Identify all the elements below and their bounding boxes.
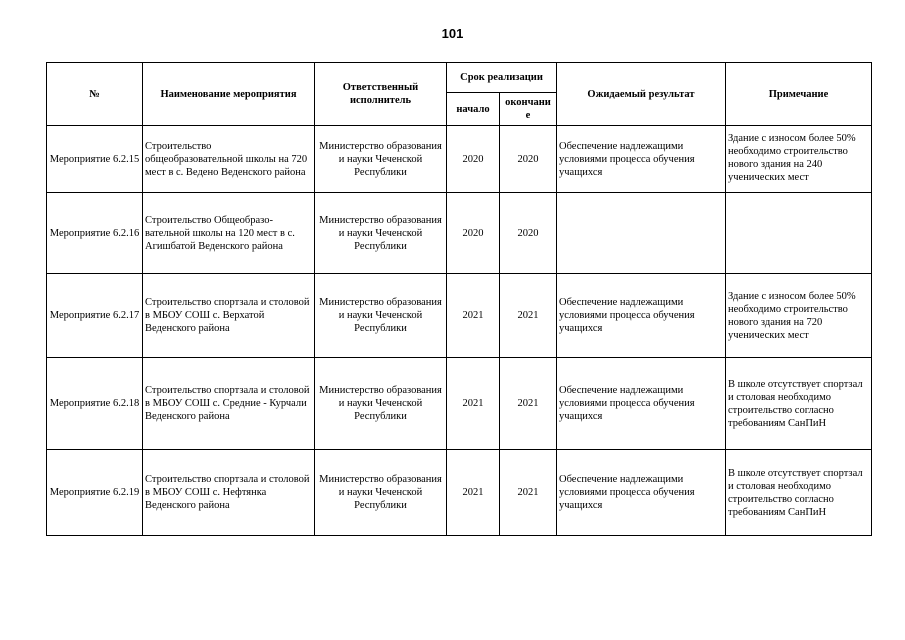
header-end: окончани е bbox=[500, 93, 557, 126]
table-row bbox=[47, 193, 872, 274]
cell-executor: Министерство образования и науки Чеченской Республики bbox=[315, 358, 447, 450]
cell-num: Мероприятие 6.2.16 bbox=[47, 193, 143, 274]
header-result: Ожидаемый результат bbox=[557, 63, 726, 126]
header-note: Примечание bbox=[726, 63, 872, 126]
cell-end: 2021 bbox=[500, 450, 557, 536]
cell-result: Обеспечение надлежащими условиями процесса обучения учащихся bbox=[557, 274, 726, 358]
header-row bbox=[47, 63, 872, 93]
cell-num: Мероприятие 6.2.15 bbox=[47, 126, 143, 193]
cell-name: Строительство общеобразовательной школы на 720 мест в с. Ведено Веденского района bbox=[143, 126, 315, 193]
page-number: 101 bbox=[441, 26, 464, 41]
cell-name: Строительство спортзала и столовой в МБОУ СОШ с. Верхатой Веденского района bbox=[143, 274, 315, 358]
cell-end: 2020 bbox=[500, 193, 557, 274]
cell-note: В школе отсутствует спортзал и столовая необходимо строительство согласно требованиям СанПиН bbox=[726, 358, 872, 450]
table-row bbox=[47, 126, 872, 193]
header-period: Срок реализации bbox=[447, 63, 557, 93]
cell-num: Мероприятие 6.2.18 bbox=[47, 358, 143, 450]
cell-executor: Министерство образования и науки Чеченской Республики bbox=[315, 126, 447, 193]
cell-name: Строительство спортзала и столовой в МБОУ СОШ с. Средние - Курчали Веденского района bbox=[143, 358, 315, 450]
cell-executor: Министерство образования и науки Чеченской Республики bbox=[315, 450, 447, 536]
cell-num: Мероприятие 6.2.17 bbox=[47, 274, 143, 358]
cell-executor: Министерство образования и науки Чеченской Республики bbox=[315, 274, 447, 358]
header-num: № bbox=[47, 63, 143, 126]
cell-start: 2021 bbox=[447, 358, 500, 450]
table-row bbox=[47, 450, 872, 536]
cell-name: Строительство спортзала и столовой в МБОУ СОШ с. Нефтянка Веденского района bbox=[143, 450, 315, 536]
header-start: начало bbox=[447, 93, 500, 126]
table-row bbox=[47, 358, 872, 450]
cell-executor: Министерство образования и науки Чеченской Республики bbox=[315, 193, 447, 274]
cell-result: Обеспечение надлежащими условиями процесса обучения учащихся bbox=[557, 450, 726, 536]
cell-start: 2020 bbox=[447, 126, 500, 193]
cell-start: 2020 bbox=[447, 193, 500, 274]
measures-table bbox=[46, 62, 872, 536]
cell-note-text: Здание с износом более 50% необходимо строительство нового здания на 240 ученических мест bbox=[728, 132, 856, 183]
table-row bbox=[47, 274, 872, 358]
cell-result: Обеспечение надлежащими условиями процесса обучения учащихся bbox=[557, 358, 726, 450]
header-name: Наименование мероприятия bbox=[143, 63, 315, 126]
cell-note: Здание с износом более 50% необходимо строительство нового здания на 720 ученических мест bbox=[726, 274, 872, 358]
cell-end: 2021 bbox=[500, 358, 557, 450]
cell-note bbox=[726, 126, 872, 193]
cell-end: 2021 bbox=[500, 274, 557, 358]
cell-end: 2020 bbox=[500, 126, 557, 193]
cell-start: 2021 bbox=[447, 450, 500, 536]
cell-num: Мероприятие 6.2.19 bbox=[47, 450, 143, 536]
header-executor: Ответственный исполнитель bbox=[315, 63, 447, 126]
cell-result bbox=[557, 193, 726, 274]
cell-start: 2021 bbox=[447, 274, 500, 358]
cell-note bbox=[726, 193, 872, 274]
cell-result: Обеспечение надлежащими условиями процесса обучения учащихся bbox=[557, 126, 726, 193]
cell-name: Строительство Общеобразо-вательной школы на 120 мест в с. Агишбатой Веденского района bbox=[143, 193, 315, 274]
cell-note: В школе отсутствует спортзал и столовая необходимо строительство согласно требованиям СанПиН bbox=[726, 450, 872, 536]
